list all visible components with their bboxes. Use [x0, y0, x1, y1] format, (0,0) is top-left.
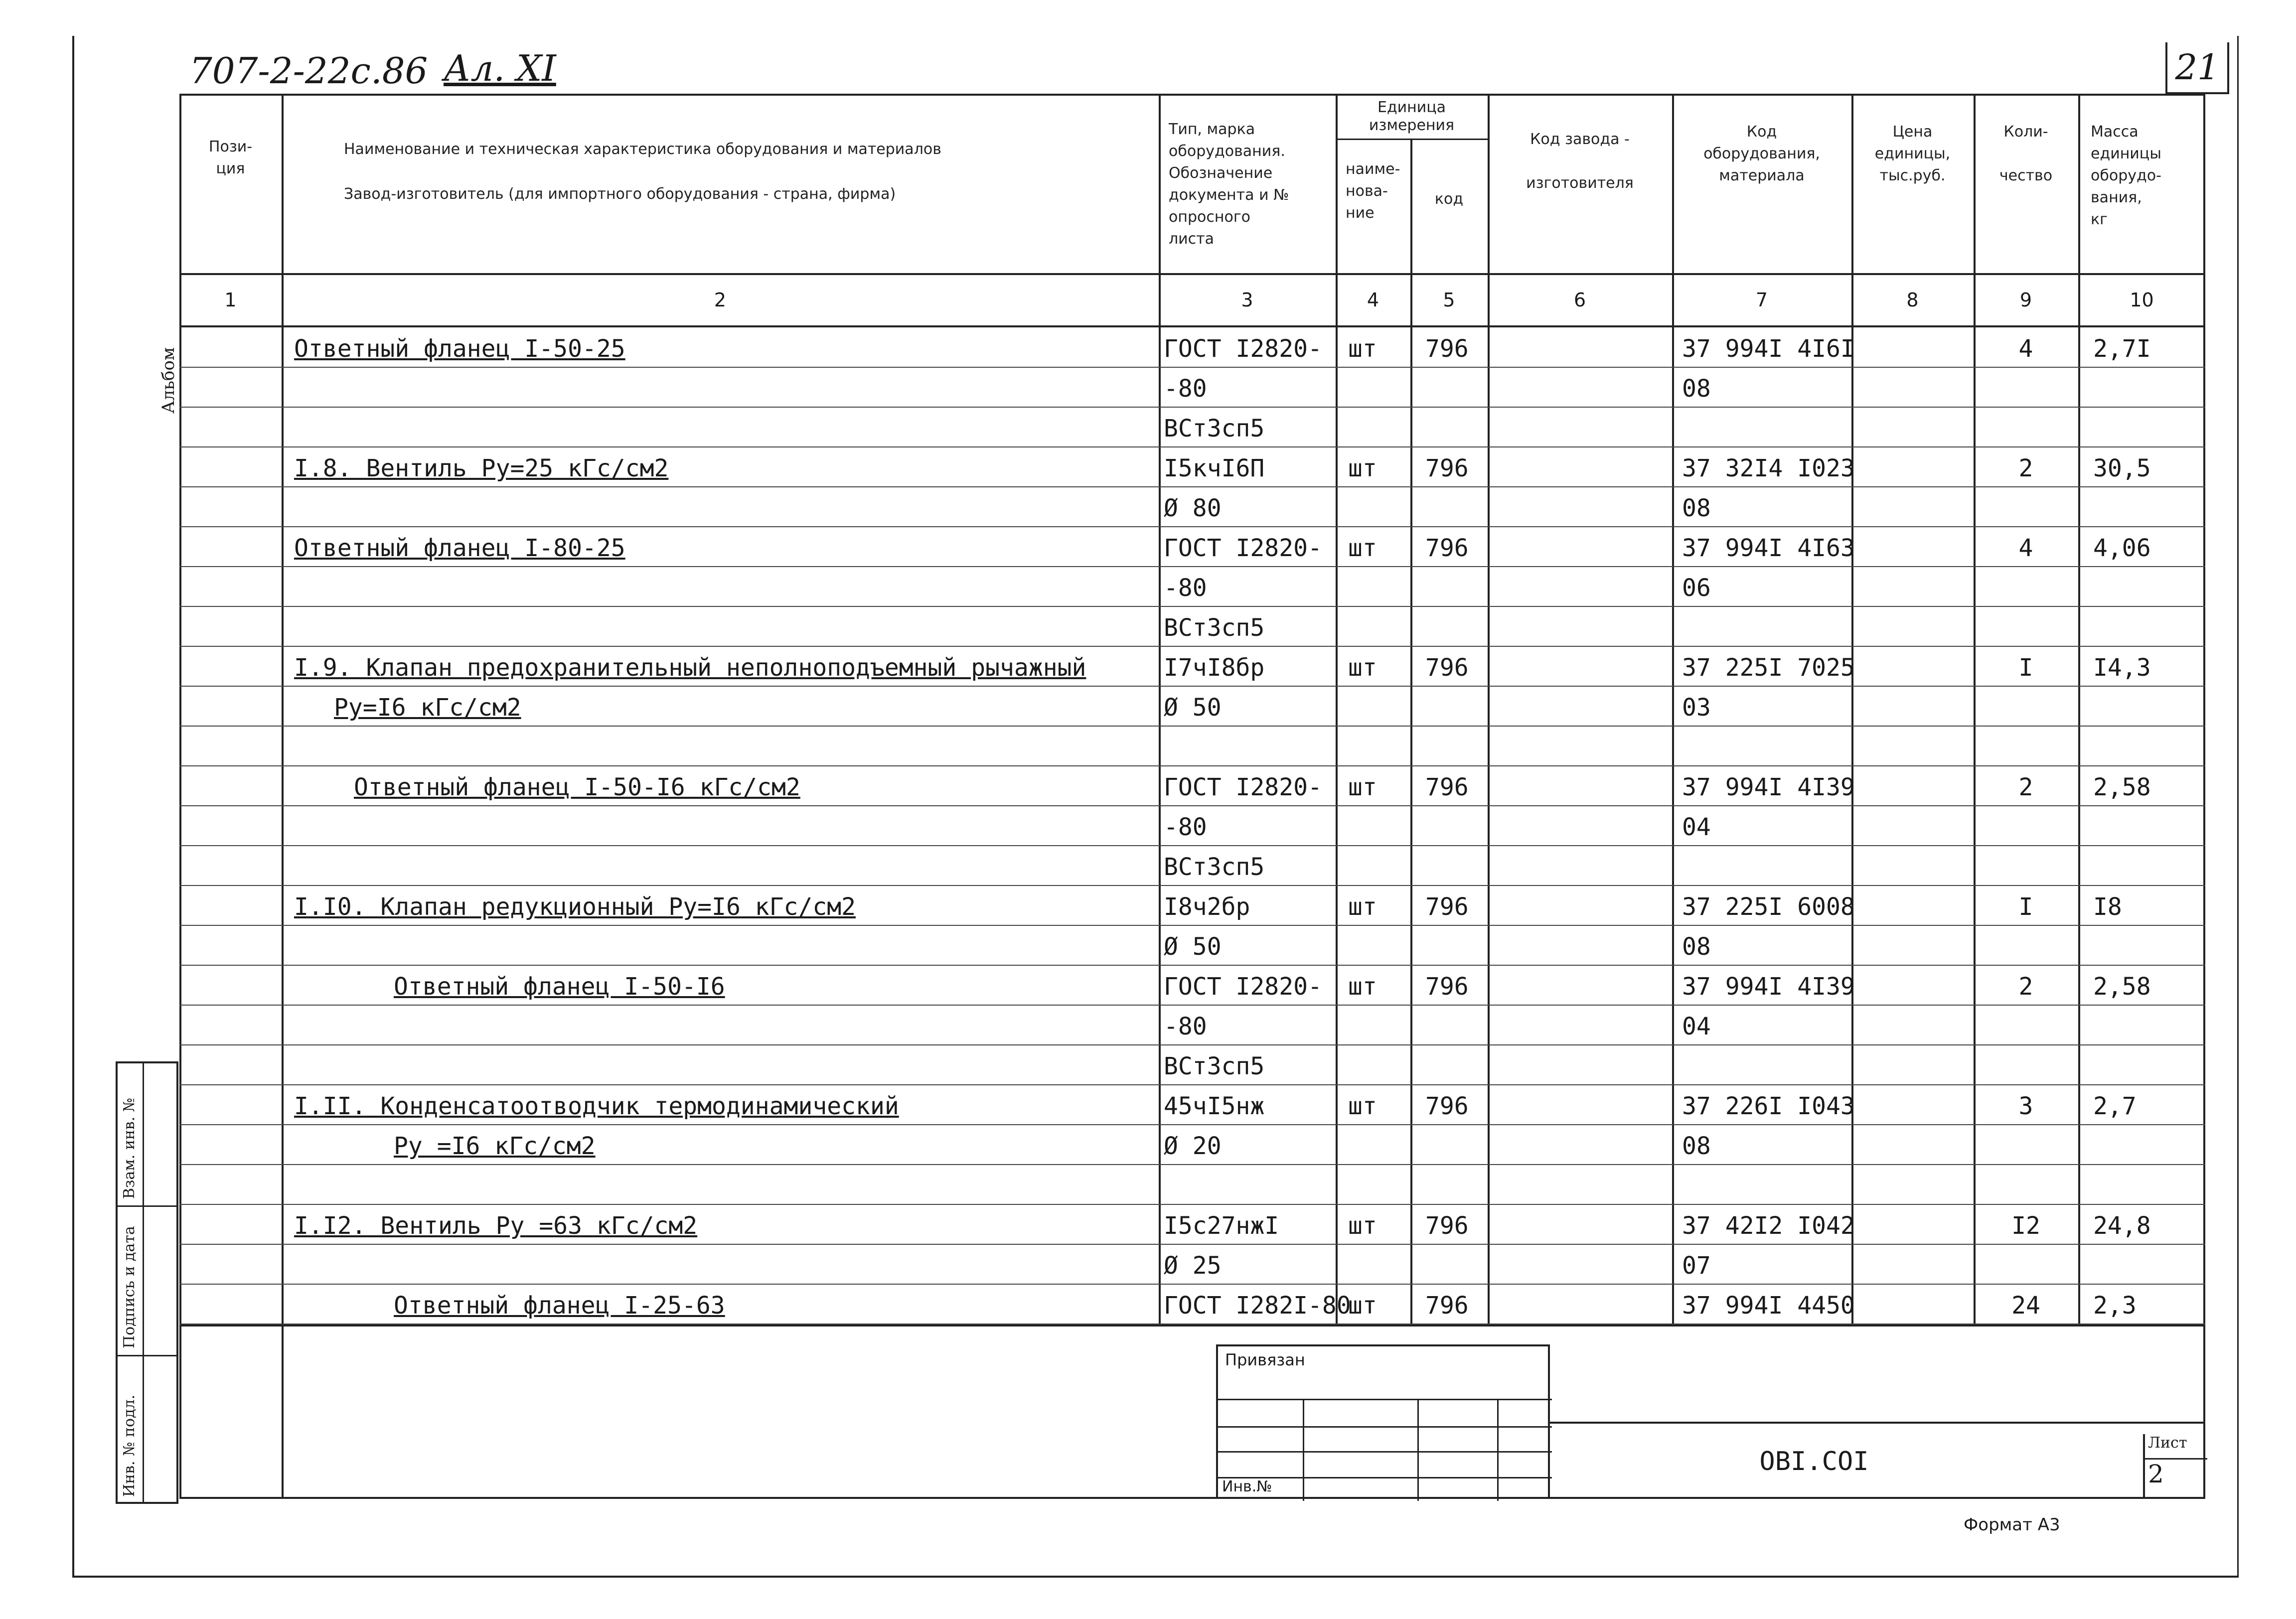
- cell-type: I5с27нжI: [1164, 1212, 1279, 1240]
- cell-unit: шт: [1348, 454, 1377, 482]
- header-quantity: Коли- чество: [1999, 123, 2053, 184]
- cell-quantity: 4: [2018, 335, 2033, 363]
- header-mass: Масса единицы оборудо- вания, кг: [2091, 123, 2161, 228]
- sheet-label: Лист: [2145, 1434, 2207, 1460]
- cell-equipment-code: 37 225I 6008: [1682, 893, 1855, 921]
- margin-stamp: [116, 1061, 178, 1504]
- cell-mass: 30,5: [2093, 454, 2151, 482]
- cell-quantity: 2: [2018, 454, 2033, 482]
- cell-mass: 2,7I: [2093, 335, 2151, 363]
- colnum-1: 1: [224, 289, 237, 311]
- cell-name: Ответный фланец I-50-25: [294, 335, 625, 363]
- cell-unit-code: 796: [1425, 654, 1469, 682]
- equipment-table: [179, 94, 2205, 1499]
- table-row: [179, 408, 2205, 447]
- cell-equipment-code: 37 994I 4450: [1682, 1292, 1855, 1320]
- cell-type: ВСт3сп5: [1164, 415, 1265, 442]
- cell-equipment-code: 37 994I 4I63: [1682, 534, 1855, 562]
- cell-name: Ответный фланец I-50-I6: [394, 973, 725, 1001]
- table-row: [179, 727, 2205, 766]
- header-plant-code: Код завода - изготовителя: [1526, 131, 1634, 192]
- album-number: Ал. XI: [444, 47, 556, 89]
- colnum-9: 9: [2019, 289, 2032, 311]
- table-row: [179, 966, 2205, 1006]
- table-row: [179, 1125, 2205, 1165]
- table-row: [179, 806, 2205, 846]
- cell-type: Ø 50: [1164, 933, 1222, 961]
- header-unit: Единица измерения: [1369, 99, 1455, 134]
- cell-equipment-code: 37 994I 4I39: [1682, 773, 1855, 801]
- colnum-7: 7: [1755, 289, 1768, 311]
- cell-equipment-code: 37 994I 4I39: [1682, 973, 1855, 1001]
- cell-equipment-code: 08: [1682, 494, 1711, 522]
- cell-unit: шт: [1348, 973, 1377, 1001]
- cell-name: Ру=I6 кГс/см2: [334, 694, 521, 722]
- sheet-number: 2: [2148, 1460, 2164, 1488]
- cell-quantity: I2: [2011, 1212, 2040, 1240]
- header-position: Пози- ция: [208, 138, 253, 177]
- table-row: [179, 328, 2205, 368]
- header-type: Тип, марка оборудования. Обозначение документа и № опросного листа: [1169, 121, 1289, 248]
- cell-unit-code: 796: [1425, 1212, 1469, 1240]
- margin-label-inventory: Инв. № подл.: [121, 1394, 138, 1497]
- cell-unit: шт: [1348, 534, 1377, 562]
- cell-type: -80: [1164, 574, 1207, 602]
- cell-quantity: 2: [2018, 973, 2033, 1001]
- cell-type: ВСт3сп5: [1164, 1052, 1265, 1080]
- margin-label-signature: Подпись и дата: [121, 1226, 138, 1348]
- table-row: [179, 1245, 2205, 1285]
- cell-equipment-code: 08: [1682, 1132, 1711, 1160]
- cell-type: -80: [1164, 375, 1207, 403]
- margin-label-replace: Взам. инв. №: [121, 1097, 138, 1199]
- cell-type: Ø 25: [1164, 1252, 1222, 1280]
- table-row: [179, 1205, 2205, 1245]
- header-price: Цена единицы, тыс.руб.: [1874, 123, 1951, 184]
- header-name-line1: Наименование и техническая характеристика оборудования и материалов: [344, 141, 941, 158]
- cell-mass: 2,3: [2093, 1292, 2137, 1320]
- cell-mass: I4,3: [2093, 654, 2151, 682]
- cell-name: Ответный фланец I-25-63: [394, 1292, 725, 1320]
- page-number: 21: [2175, 47, 2220, 88]
- cell-mass: 2,58: [2093, 973, 2151, 1001]
- cell-unit-code: 796: [1425, 773, 1469, 801]
- cell-type: I5кчI6П: [1164, 454, 1265, 482]
- cell-quantity: 2: [2018, 773, 2033, 801]
- cell-unit-code: 796: [1425, 1292, 1469, 1320]
- cell-name: I.II. Конденсатоотводчик термодинамический: [294, 1092, 899, 1120]
- table-row: [179, 607, 2205, 647]
- cell-equipment-code: 08: [1682, 933, 1711, 961]
- cell-name: I.I0. Клапан редукционный Ру=I6 кГс/см2: [294, 893, 856, 921]
- table-row: [179, 846, 2205, 886]
- table-row: [179, 687, 2205, 727]
- cell-type: 45чI5нж: [1164, 1092, 1265, 1120]
- cell-equipment-code: 37 994I 4I6I: [1682, 335, 1855, 363]
- cell-name: Ответный фланец I-80-25: [294, 534, 625, 562]
- colnum-2: 2: [714, 289, 727, 311]
- cell-quantity: 24: [2011, 1292, 2040, 1320]
- document-code: 707-2-22с.86: [189, 50, 428, 92]
- cell-quantity: I: [2018, 654, 2033, 682]
- cell-quantity: 3: [2018, 1092, 2033, 1120]
- table-row: [179, 368, 2205, 408]
- table-row: [179, 567, 2205, 607]
- cell-type: I7чI8бр: [1164, 654, 1265, 682]
- table-row: [179, 647, 2205, 687]
- table-row: [179, 766, 2205, 806]
- cell-quantity: I: [2018, 893, 2033, 921]
- cell-name: Ответный фланец I-50-I6 кГс/см2: [354, 773, 800, 801]
- colnum-5: 5: [1443, 289, 1455, 311]
- format-label: Формат А3: [1964, 1515, 2060, 1535]
- cell-type: ГОСТ I2820-: [1164, 973, 1322, 1001]
- cell-type: ВСт3сп5: [1164, 853, 1265, 881]
- cell-unit: шт: [1348, 893, 1377, 921]
- table-row: [179, 1165, 2205, 1205]
- cell-type: ГОСТ I2820-: [1164, 335, 1322, 363]
- cell-name: Ру =I6 кГс/см2: [394, 1132, 596, 1160]
- cell-mass: 24,8: [2093, 1212, 2151, 1240]
- cell-unit-code: 796: [1425, 1092, 1469, 1120]
- table-row: [179, 1006, 2205, 1045]
- colnum-10: 10: [2130, 289, 2154, 311]
- colnum-6: 6: [1573, 289, 1586, 311]
- cell-unit: шт: [1348, 1292, 1377, 1320]
- table-row: [179, 1045, 2205, 1085]
- cell-equipment-code: 37 32I4 I023: [1682, 454, 1855, 482]
- colnum-3: 3: [1241, 289, 1253, 311]
- cell-unit: шт: [1348, 654, 1377, 682]
- table-row: [179, 886, 2205, 926]
- header-equipment-code: Код оборудования, материала: [1703, 123, 1820, 184]
- cell-type: -80: [1164, 813, 1207, 841]
- cell-type: ВСт3сп5: [1164, 614, 1265, 642]
- cell-type: ГОСТ I2820-: [1164, 773, 1322, 801]
- inventory-label: Инв.№: [1222, 1478, 1272, 1495]
- cell-type: -80: [1164, 1013, 1207, 1040]
- header-unit-name: наиме- нова- ние: [1346, 160, 1400, 222]
- binding-stamp: [1216, 1344, 1550, 1499]
- sheet-box: [2143, 1434, 2207, 1499]
- cell-unit: шт: [1348, 1092, 1377, 1120]
- cell-name: I.8. Вентиль Ру=25 кГс/см2: [294, 454, 669, 482]
- cell-unit-code: 796: [1425, 335, 1469, 363]
- cell-type: Ø 50: [1164, 694, 1222, 722]
- cell-type: ГОСТ I2820-: [1164, 534, 1322, 562]
- cell-unit-code: 796: [1425, 973, 1469, 1001]
- header-unit-code: код: [1434, 190, 1464, 208]
- cell-unit-code: 796: [1425, 454, 1469, 482]
- cell-unit-code: 796: [1425, 893, 1469, 921]
- cell-equipment-code: 07: [1682, 1252, 1711, 1280]
- sheet-code: OBI.COI: [1759, 1447, 1869, 1476]
- side-label: Альбом: [158, 347, 178, 414]
- cell-mass: 2,7: [2093, 1092, 2137, 1120]
- table-row: [179, 447, 2205, 487]
- table-row: [179, 487, 2205, 527]
- colnum-4: 4: [1367, 289, 1379, 311]
- cell-equipment-code: 37 42I2 I042: [1682, 1212, 1855, 1240]
- cell-unit: шт: [1348, 335, 1377, 363]
- cell-type: ГОСТ I282I-80: [1164, 1292, 1351, 1320]
- cell-unit-code: 796: [1425, 534, 1469, 562]
- table-row: [179, 1285, 2205, 1325]
- cell-quantity: 4: [2018, 534, 2033, 562]
- header-name-line2: Завод-изготовитель (для импортного оборудования - страна, фирма): [344, 185, 896, 203]
- binding-label: Привязан: [1225, 1350, 1305, 1369]
- cell-name: I.I2. Вентиль Ру =63 кГс/см2: [294, 1212, 698, 1240]
- cell-equipment-code: 08: [1682, 375, 1711, 403]
- cell-mass: 4,06: [2093, 534, 2151, 562]
- cell-type: Ø 80: [1164, 494, 1222, 522]
- cell-equipment-code: 04: [1682, 813, 1711, 841]
- cell-mass: 2,58: [2093, 773, 2151, 801]
- cell-equipment-code: 03: [1682, 694, 1711, 722]
- cell-equipment-code: 04: [1682, 1013, 1711, 1040]
- cell-equipment-code: 06: [1682, 574, 1711, 602]
- cell-equipment-code: 37 226I I043: [1682, 1092, 1855, 1120]
- table-row: [179, 1085, 2205, 1125]
- cell-type: Ø 20: [1164, 1132, 1222, 1160]
- cell-name: I.9. Клапан предохранительный неполноподъемный рычажный: [294, 654, 1086, 682]
- page-number-box: [2165, 42, 2229, 94]
- table-row: [179, 527, 2205, 567]
- colnum-8: 8: [1906, 289, 1919, 311]
- cell-unit: шт: [1348, 773, 1377, 801]
- cell-unit: шт: [1348, 1212, 1377, 1240]
- cell-equipment-code: 37 225I 7025: [1682, 654, 1855, 682]
- table-row: [179, 926, 2205, 966]
- cell-type: I8ч2бр: [1164, 893, 1250, 921]
- cell-mass: I8: [2093, 893, 2122, 921]
